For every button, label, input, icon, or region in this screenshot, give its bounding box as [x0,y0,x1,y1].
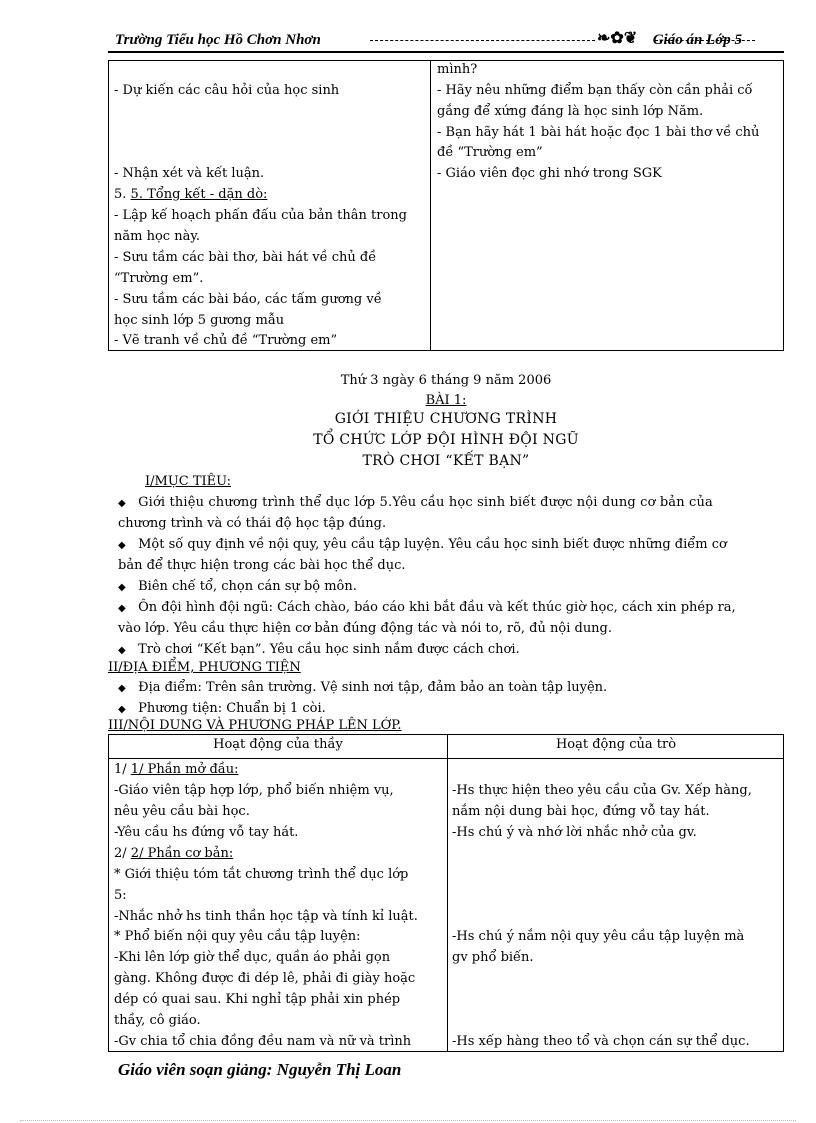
location-text: Địa điểm: Trên sân trường. Vệ sinh nơi tập, đảm bảo an toàn tập luyện. [138,680,608,695]
objective-text: Một số quy định về nội quy, yêu cầu tập luyện. Yêu cầu học sinh biết được những điểm cơ [138,537,727,552]
objective-text: Trò chơi “Kết bạn”. Yêu cầu học sinh nắm được cách chơi. [138,642,520,657]
method-heading-text: III/NỘI DUNG VÀ PHƯƠNG PHÁP LÊN LỚP. [108,718,402,733]
header-rule [108,51,784,53]
section-heading-text: 2/ Phần cơ bản: [130,846,234,861]
objective-text: bản để thực hiện trong các bài học thể dục. [118,558,406,573]
table-line: mình? [437,62,478,77]
continuation-left-cell [109,61,431,350]
table-line: - Lập kế hoạch phấn đấu của bản thân trong [114,208,407,223]
table-line: gv phổ biến. [452,950,534,965]
table-line: - Giáo viên đọc ghi nhớ trong SGK [437,166,662,181]
header-title: Giáo án Lớp 5 [652,32,742,48]
continuation-right-cell [431,61,783,350]
bullet-icon: ◆ [118,683,126,694]
table-line: -Yêu cầu hs đứng vỗ tay hát. [114,825,299,840]
teacher-signature: Giáo viên soạn giảng: Nguyễn Thị Loan [118,1060,402,1079]
table-line: năm học này. [114,229,201,244]
table-line: -Hs xếp hàng theo tổ và chọn cán sự thể dục. [452,1034,750,1049]
table-line: - Vẽ tranh về chủ đề “Trường em” [114,333,338,348]
bullet-icon: ◆ [118,645,126,656]
table-line: -Hs chú ý nắm nội quy yêu cầu tập luyện mà [452,929,745,944]
table-line: dép có quai sau. Khi nghỉ tập phải xin phép [114,992,401,1007]
section-heading: 1/ 1/ Phần mở đầu: [114,762,239,777]
continuation-table [108,60,784,351]
activity-table [108,734,784,1052]
bullet-icon: ◆ [118,540,126,551]
table-line: -Khi lên lớp giờ thể dục, quần áo phải gọn [114,950,391,965]
table-line: học sinh lớp 5 gương mẫu [114,313,285,328]
table-line: -Nhắc nhở hs tinh thần học tập và tính kỉ luật. [114,909,418,924]
bullet-icon: ◆ [118,498,126,509]
table-line: gắng để xứng đáng là học sinh lớp Năm. [437,104,704,119]
objectives-heading-text: I/MỤC TIÊU: [145,474,232,489]
header-dotted-leader [370,40,595,41]
section-heading-text: 1/ Phần mở đầu: [130,762,239,777]
table-line: nêu yêu cầu bài học. [114,804,250,819]
table-line: nắm nội dung bài học, đứng vỗ tay hát. [452,804,710,819]
table-header-row [109,735,783,759]
table-line: -Hs chú ý và nhớ lời nhắc nhở của gv. [452,825,697,840]
bullet-icon: ◆ [118,704,126,715]
lesson-title-3: TRÒ CHƠI “KẾT BẠN” [362,453,530,469]
table-line: - Hãy nêu những điểm bạn thấy còn cần phải cố [437,83,753,98]
table-line: gàng. Không được đi dép lê, phải đi giày hoặc [114,971,416,986]
lesson-title-1: GIỚI THIỆU CHƯƠNG TRÌNH [334,411,558,427]
column-divider [447,735,448,1051]
lesson-label-wrap [108,393,784,408]
table-line: -Giáo viên tập hợp lớp, phổ biến nhiệm vụ, [114,783,394,798]
objective-text: Ôn đội hình đội ngũ: Cách chào, báo cáo khi bắt đầu và kết thúc giờ học, cách xin phép ra, [138,600,736,615]
objective-text: Biên chế tổ, chọn cán sự bộ môn. [138,579,357,594]
objective-item [118,534,727,556]
table-line: thầy, cô giáo. [114,1013,201,1028]
lesson-label: BÀI 1: [425,393,467,408]
table-line: * Phổ biến nội quy yêu cầu tập luyện: [114,929,361,944]
table-line: -Hs thực hiện theo yêu cầu của Gv. Xếp hàng, [452,783,752,798]
footer-dotted-rule [20,1120,796,1121]
school-name: Trường Tiểu học Hồ Chơn Nhơn [115,32,321,48]
table-line: 5: [114,888,127,903]
section-heading: 5. 5. Tổng kết - dặn dò: [114,187,268,202]
table-line: - Sưu tầm các bài báo, các tấm gương về [114,292,382,307]
col-header-student: Hoạt động của trò [555,737,677,752]
location-heading [108,657,301,678]
table-line: - Sưu tầm các bài thơ, bài hát về chủ đề [114,250,377,265]
method-heading [108,715,402,736]
table-line: - Bạn hãy hát 1 bài hát hoặc đọc 1 bài thơ về chủ [437,125,760,140]
objective-item [118,597,736,619]
header-ornament: ❧✿❦ [597,30,638,47]
bullet-icon: ◆ [118,603,126,614]
location-item [118,677,607,699]
section-heading: 2/ 2/ Phần cơ bản: [114,846,234,861]
objective-item [118,576,357,598]
table-line: “Trường em”. [114,271,204,286]
objective-text: chương trình và có thái độ học tập đúng. [118,516,387,531]
table-line: * Giới thiệu tóm tắt chương trình thể dục lớp [114,867,409,882]
location-text: Phương tiện: Chuẩn bị 1 còi. [138,701,326,716]
lesson-title-2: TỔ CHỨC LỚP ĐỘI HÌNH ĐỘI NGŨ [313,432,579,448]
section-heading-text: 5. Tổng kết - dặn dò: [130,187,268,202]
lesson-date: Thứ 3 ngày 6 tháng 9 năm 2006 [340,373,552,388]
table-line: -Gv chia tổ chia đồng đều nam và nữ và trình [114,1034,412,1049]
table-line: - Dự kiến các câu hỏi của học sinh [114,83,340,98]
objectives-heading [145,471,231,492]
location-heading-text: II/ĐỊA ĐIỂM, PHƯƠNG TIỆN [108,660,301,675]
table-line: - Nhận xét và kết luận. [114,166,265,181]
col-header-teacher: Hoạt động của thầy [213,737,343,752]
objective-text: Giới thiệu chương trình thể dục lớp 5.Yêu cầu học sinh biết được nội dung cơ bản của [138,495,713,510]
objective-item [118,492,713,514]
bullet-icon: ◆ [118,582,126,593]
page-header [115,30,740,52]
objective-text: vào lớp. Yêu cầu thực hiện cơ bản đúng động tác và nói to, rõ, đủ nội dung. [118,621,613,636]
table-line: đề “Trường em” [437,145,543,160]
